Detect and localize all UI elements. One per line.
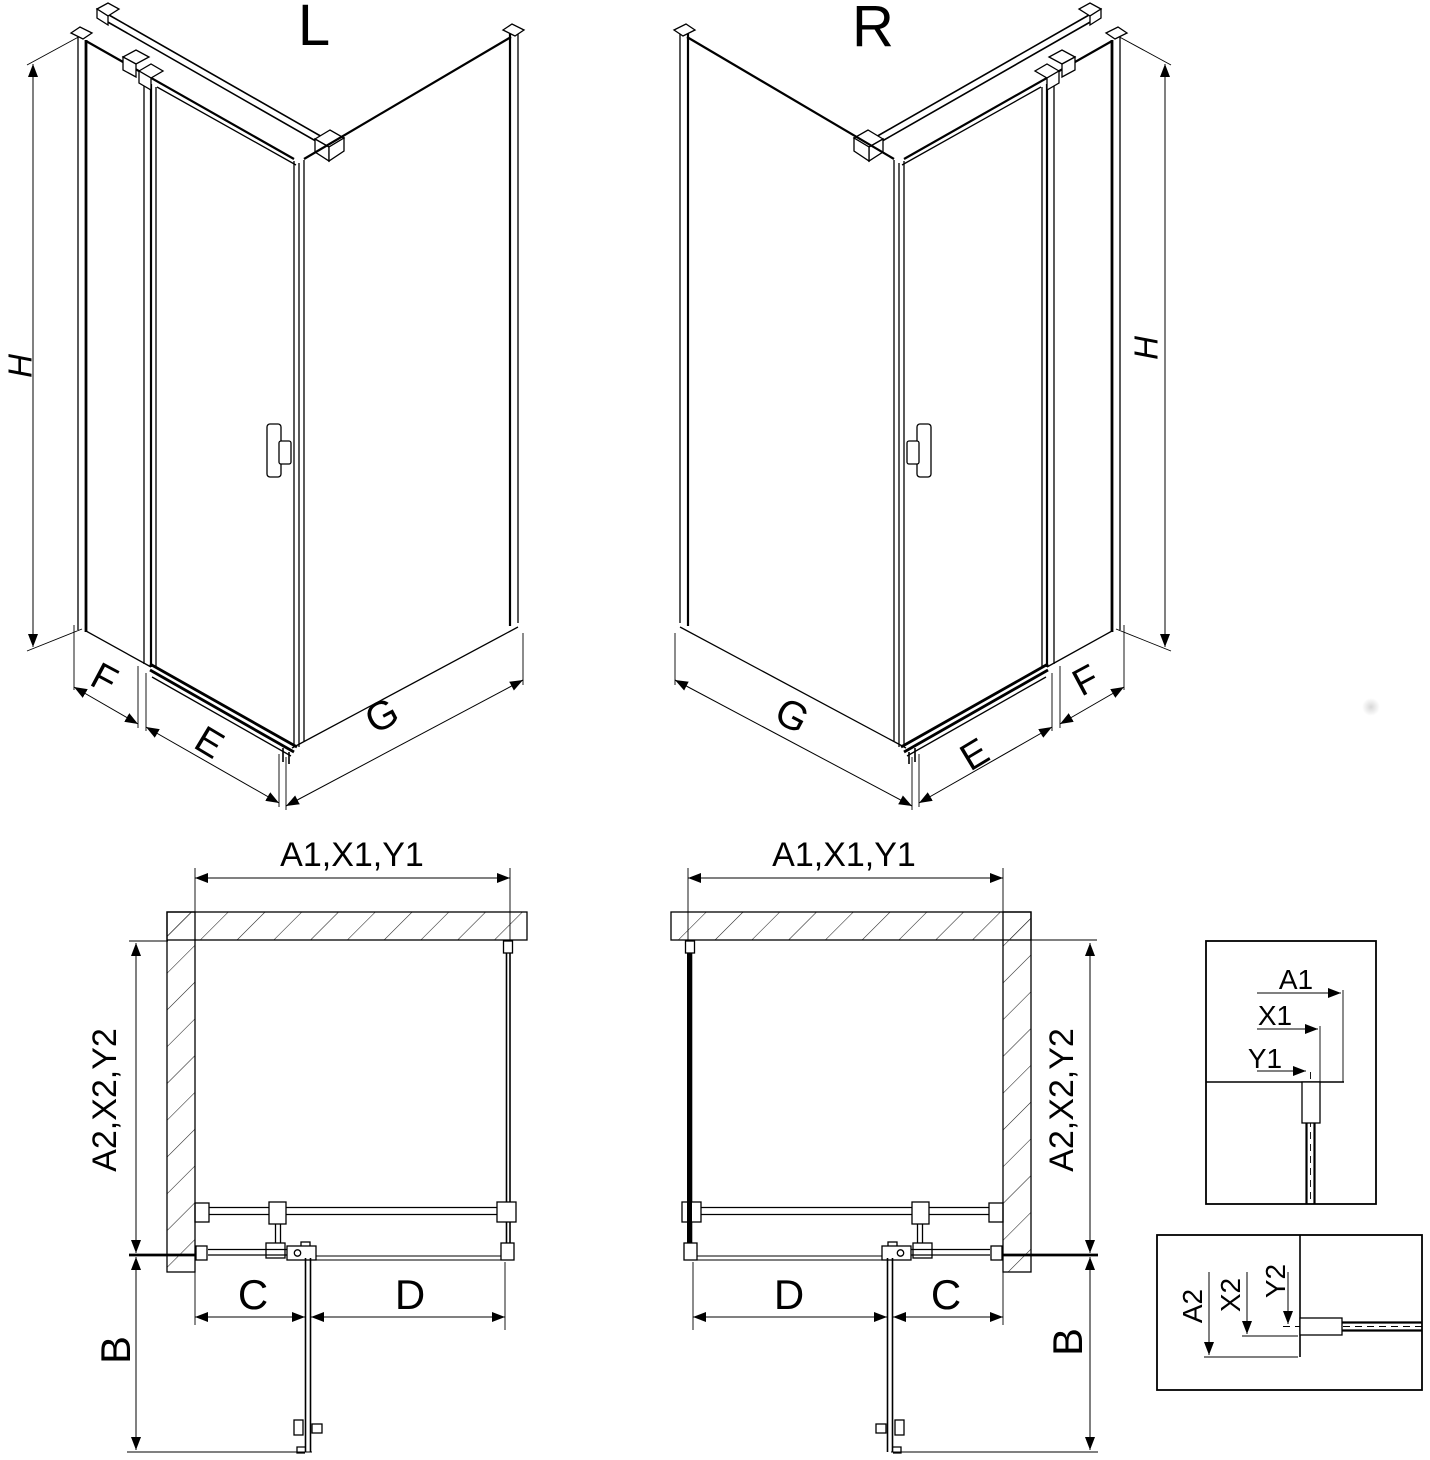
plan-right-dim-b-label: B — [1044, 1327, 1091, 1357]
plan-right-panel-edge — [687, 953, 692, 1243]
iso-left-dim-h-label: H — [1, 354, 39, 378]
plan-left-dim-a1-label: A1,X1,Y1 — [280, 836, 424, 874]
plan-left-dim-a2-label: A2,X2,Y2 — [86, 1028, 124, 1172]
plan-left-walls-dims — [127, 868, 527, 1452]
iso-right-dim-f-label: F — [1065, 657, 1107, 705]
iso-right-dim-h-label: H — [1127, 336, 1165, 360]
plan-right-walls-dims — [671, 868, 1098, 1452]
watermark-dot — [1362, 698, 1380, 716]
plan-right-dim-d-label: D — [773, 1271, 805, 1318]
iso-right-dim-g-label: G — [767, 689, 817, 743]
detail-width-y1-label: Y1 — [1247, 1043, 1283, 1074]
iso-left-dim-e-label: E — [187, 718, 231, 768]
plan-right-dim-a1-label: A1,X1,Y1 — [772, 836, 916, 874]
iso-left-dim-g-label: G — [357, 689, 407, 743]
detail-depth-x2-label: X2 — [1215, 1277, 1246, 1313]
iso-right-dim-e-label: E — [953, 730, 997, 780]
plan-view-left-lineart — [195, 941, 516, 1453]
iso-left-title: L — [297, 0, 331, 58]
plan-right-dim-a2-label: A2,X2,Y2 — [1043, 1028, 1081, 1172]
plan-left-dim-b-label: B — [92, 1335, 139, 1365]
iso-right-title: R — [852, 0, 894, 59]
detail-depth-y2-label: Y2 — [1260, 1263, 1291, 1299]
detail-depth-a2-label: A2 — [1177, 1288, 1208, 1324]
detail-width-a1-label: A1 — [1278, 964, 1314, 995]
plan-right-dim-c-label: C — [930, 1271, 962, 1318]
plan-view-right-lineart — [682, 941, 1003, 1453]
iso-left-dim-f-label: F — [83, 655, 125, 703]
detail-width-x1-label: X1 — [1257, 1000, 1293, 1031]
plan-left-dim-c-label: C — [237, 1271, 269, 1318]
plan-left-dim-d-label: D — [394, 1271, 426, 1318]
